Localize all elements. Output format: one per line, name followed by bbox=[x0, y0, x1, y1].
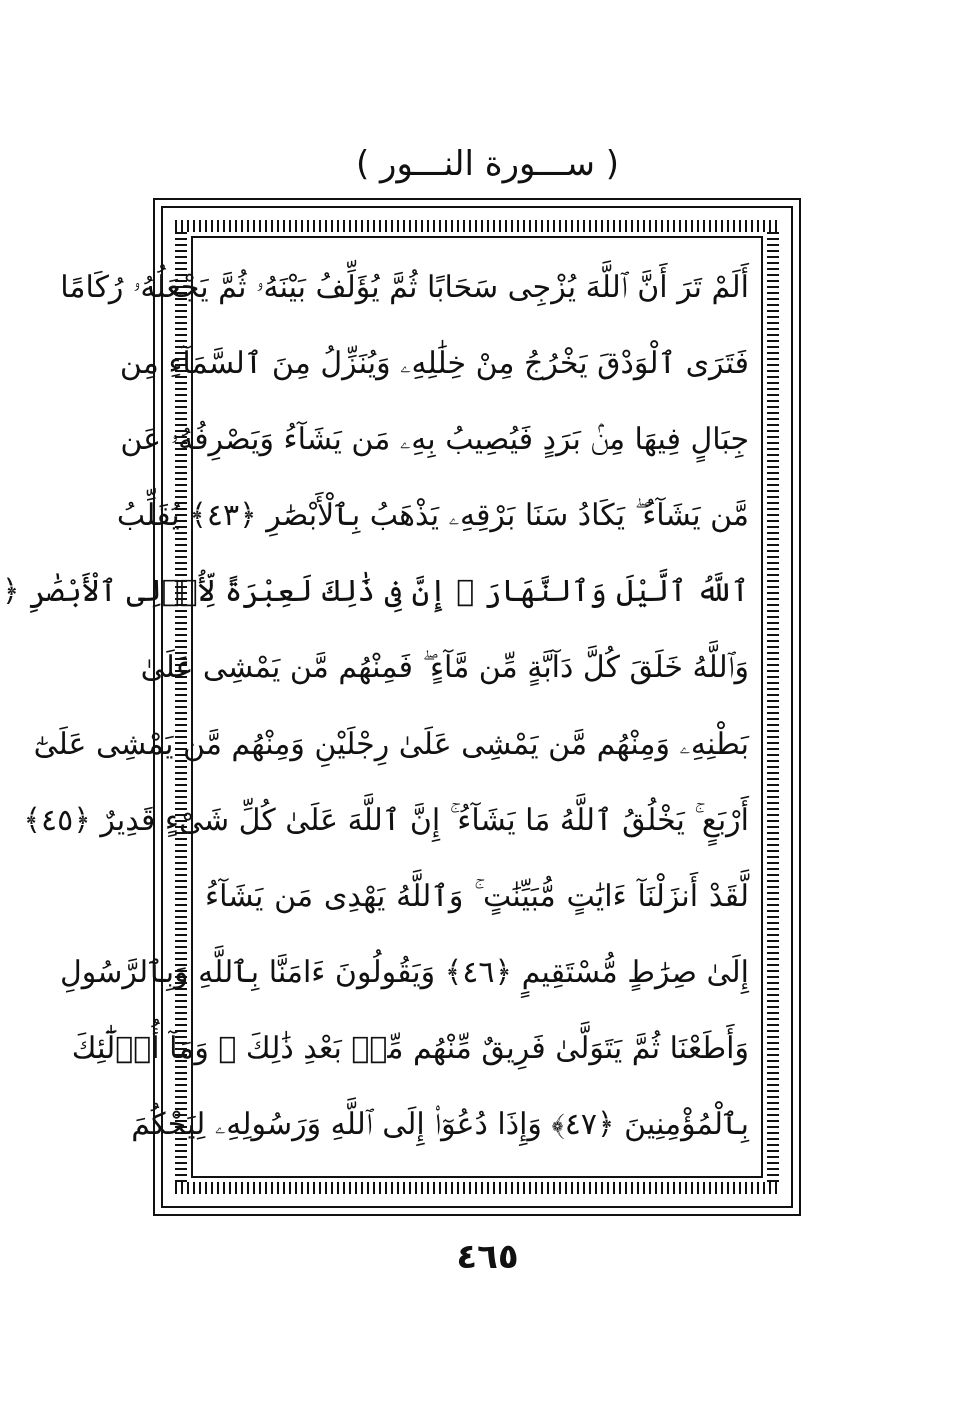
verse-line-9: لَّقَدْ أَنزَلْنَآ ءَايَٰتٍ مُّبَيِّنَٰتٍ ۚ وَٱللَّهُ يَهْدِى مَن يَشَآءُ bbox=[205, 878, 749, 914]
verse-line-2: فَتَرَى ٱلْوَدْقَ يَخْرُجُ مِنْ خِلَٰلِهِۦ وَيُنَزِّلُ مِنَ ٱلسَّمَآءِ مِن bbox=[119, 346, 749, 382]
verse-line-12: بِٱلْمُؤْمِنِينَ ﴿٤٧﴾ وَإِذَا دُعُوٓا۟ إِلَى ٱللَّهِ وَرَسُولِهِۦ لِيَحْكُمَ bbox=[131, 1107, 749, 1143]
surah-title: ( ســـورة النـــور ) bbox=[355, 144, 620, 184]
verse-line-7: بَطْنِهِۦ وَمِنْهُم مَّن يَمْشِى عَلَىٰ رِجْلَيْنِ وَمِنْهُم مَّن يَمْشِى عَلَىٰٓ bbox=[33, 726, 749, 762]
verse-line-5: ٱللَّهُ ٱلَّيْلَ وَٱلنَّهَارَ ۚ إِنَّ فِى ذَٰلِكَ لَعِبْرَةً لِّأُو۟لِى ٱلْأَبْصَٰرِ ﴿ bbox=[1, 574, 749, 610]
verse-line-10: إِلَىٰ صِرَٰطٍ مُّسْتَقِيمٍ ﴿٤٦﴾ وَيَقُولُونَ ءَامَنَّا بِٱللَّهِ وَبِٱلرَّسُولِ bbox=[60, 954, 749, 990]
verse-line-1: أَلَمْ تَرَ أَنَّ ٱللَّهَ يُزْجِى سَحَابًا ثُمَّ يُؤَلِّفُ بَيْنَهُۥ ثُمَّ يَجْعَلُهُۥ رُكَامًا bbox=[60, 270, 749, 305]
verse-line-6: وَٱللَّهُ خَلَقَ كُلَّ دَآبَّةٍ مِّن مَّآءٍ ۖ فَمِنْهُم مَّن يَمْشِى عَلَىٰ bbox=[140, 650, 749, 686]
verse-line-8: أَرْبَعٍ ۚ يَخْلُقُ ٱللَّهُ مَا يَشَآءُ ۚ إِنَّ ٱللَّهَ عَلَىٰ كُلِّ شَىْءٍ قَدِيرٌ ﴿٤٥﴾ bbox=[23, 802, 749, 838]
verse-line-11: وَأَطَعْنَا ثُمَّ يَتَوَلَّىٰ فَرِيقٌ مِّنْهُم مِّنۢ بَعْدِ ذَٰلِكَ ۚ وَمَآ أُو۟لَٰٓئِكَ bbox=[71, 1030, 749, 1066]
verse-text-block bbox=[1, 250, 749, 1164]
verse-line-3: جِبَالٍ فِيهَا مِنۢ بَرَدٍ فَيُصِيبُ بِهِۦ مَن يَشَآءُ وَيَصْرِفُهُۥ عَن bbox=[120, 422, 749, 458]
verse-line-4: مَّن يَشَآءُ ۖ يَكَادُ سَنَا بَرْقِهِۦ يَذْهَبُ بِٱلْأَبْصَٰرِ ﴿٤٣﴾ يُقَلِّبُ bbox=[116, 498, 749, 534]
page-number: ٤٦٥ bbox=[456, 1237, 519, 1277]
